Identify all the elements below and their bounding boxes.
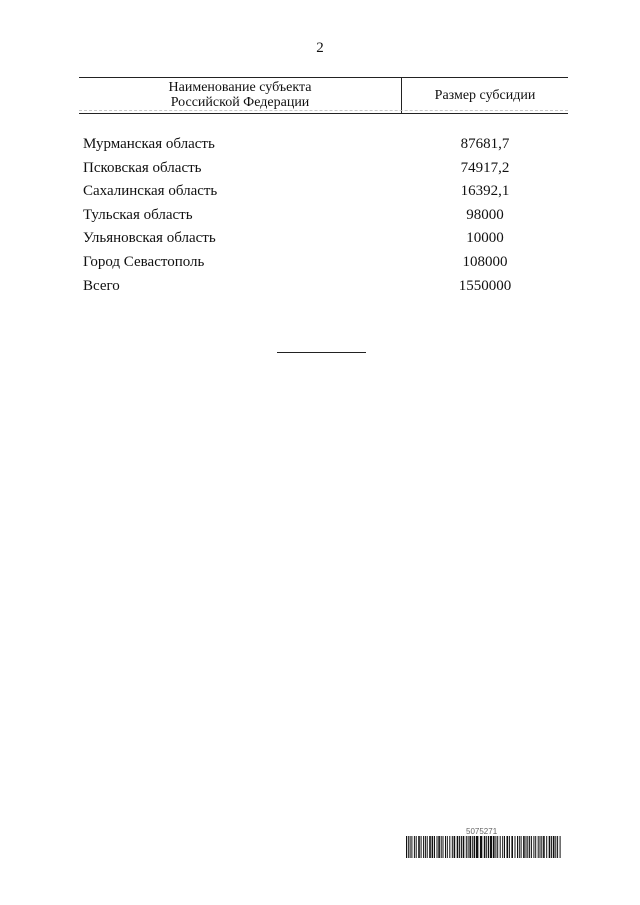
barcode-bar <box>461 836 462 858</box>
barcode-bar <box>414 836 415 858</box>
subsidy-value: 16392,1 <box>460 183 510 200</box>
barcode-bar <box>511 836 513 858</box>
barcode-bar <box>410 836 411 858</box>
barcode-bar <box>480 836 482 858</box>
barcode-bar <box>557 836 558 858</box>
barcode-bar <box>452 836 453 858</box>
region-name: Псковская область <box>83 159 202 176</box>
barcode-bar <box>457 836 459 858</box>
barcode-bar <box>423 836 424 858</box>
barcode-bar <box>507 836 509 858</box>
barcode-bar <box>502 836 503 858</box>
barcode-bar <box>418 836 420 858</box>
barcode-bar <box>533 836 534 858</box>
barcode-bar <box>434 836 435 858</box>
table-row <box>79 227 568 251</box>
table-row <box>79 251 568 275</box>
barcode-bar <box>546 836 547 858</box>
barcode-bar <box>538 836 539 858</box>
region-name: Мурманская область <box>83 136 215 152</box>
barcode-bar <box>549 836 551 858</box>
barcode-bar <box>551 836 552 858</box>
barcode-bar <box>466 836 467 858</box>
subsidy-value: 98000 <box>466 206 504 223</box>
barcode-bar <box>437 836 438 858</box>
barcode-bar <box>523 836 525 858</box>
table-header <box>79 77 568 114</box>
barcode-bar <box>468 836 469 858</box>
barcode-bar <box>425 836 426 858</box>
region-name: Сахалинская область <box>83 183 218 200</box>
barcode-bar <box>427 836 428 858</box>
barcode-bar <box>555 836 556 858</box>
region-name: Ульяновская область <box>83 230 216 247</box>
subsidy-value: 87681,7 <box>460 136 510 152</box>
header-dashed-artifact <box>79 110 568 111</box>
barcode-bar <box>459 836 460 858</box>
region-name: Город Севастополь <box>83 253 205 270</box>
end-of-document-rule <box>277 352 366 353</box>
barcode-bar <box>543 836 545 858</box>
total-value: 1550000 <box>458 277 512 294</box>
barcode-bar <box>438 836 440 858</box>
barcode-bar <box>521 836 522 858</box>
barcode-bar <box>449 836 450 858</box>
barcode-bar <box>515 836 516 858</box>
subsidy-table <box>79 77 568 298</box>
barcode-bar <box>526 836 527 858</box>
header-subsidy-amount: Размер субсидии <box>434 88 536 103</box>
table-row <box>79 133 568 157</box>
total-label: Всего <box>83 277 120 294</box>
barcode-bar <box>421 836 422 858</box>
header-subject-name <box>79 78 401 113</box>
barcode-bar <box>469 836 471 858</box>
barcode-bar <box>416 836 417 858</box>
barcode-caption: 5075271 <box>466 827 498 836</box>
barcode-bar <box>560 836 561 858</box>
barcode-bar <box>540 836 541 858</box>
subsidy-value: 74917,2 <box>460 159 510 176</box>
barcode-bar <box>406 836 407 858</box>
barcode-bar <box>411 836 412 858</box>
barcode-bar <box>443 836 444 858</box>
barcode-bar <box>484 836 486 858</box>
barcode-bar <box>495 836 496 858</box>
barcode-bar <box>454 836 456 858</box>
barcode-bar <box>408 836 409 858</box>
header-subject-line2: Российской Федерации <box>170 95 310 110</box>
barcode-bar <box>472 836 473 858</box>
barcode-bar <box>432 836 434 858</box>
barcode-bar <box>517 836 518 858</box>
barcode-bar <box>486 836 487 858</box>
header-subject-line1: Наименование субъекта <box>168 80 312 95</box>
barcode-bar <box>441 836 442 858</box>
barcode-bar <box>445 836 446 858</box>
barcode-bar <box>541 836 542 858</box>
barcode-bar <box>493 836 495 858</box>
table-row <box>79 157 568 181</box>
barcode-bar <box>553 836 555 858</box>
barcode-bar <box>447 836 448 858</box>
barcode-bar <box>535 836 536 858</box>
table-row <box>79 180 568 204</box>
barcode-bar <box>429 836 431 858</box>
barcode-bar <box>497 836 498 858</box>
region-name: Тульская область <box>83 206 193 223</box>
subsidy-value: 108000 <box>462 253 508 270</box>
barcode-bar <box>509 836 510 858</box>
barcode-bar <box>490 836 492 858</box>
page-number: 2 <box>316 40 324 56</box>
barcode-bar <box>527 836 528 858</box>
table-row <box>79 204 568 228</box>
barcode-bar <box>463 836 465 858</box>
barcode-bar <box>531 836 532 858</box>
barcode-bar <box>476 836 478 858</box>
barcode-bar <box>488 836 489 858</box>
table-body <box>79 133 568 298</box>
barcode-bar <box>474 836 476 858</box>
subsidy-value: 10000 <box>466 230 504 247</box>
barcode-bar <box>529 836 530 858</box>
barcode-image <box>406 836 561 858</box>
barcode-bar <box>500 836 501 858</box>
barcode-bar <box>519 836 520 858</box>
barcode-bar <box>504 836 505 858</box>
table-row-total <box>79 275 568 299</box>
